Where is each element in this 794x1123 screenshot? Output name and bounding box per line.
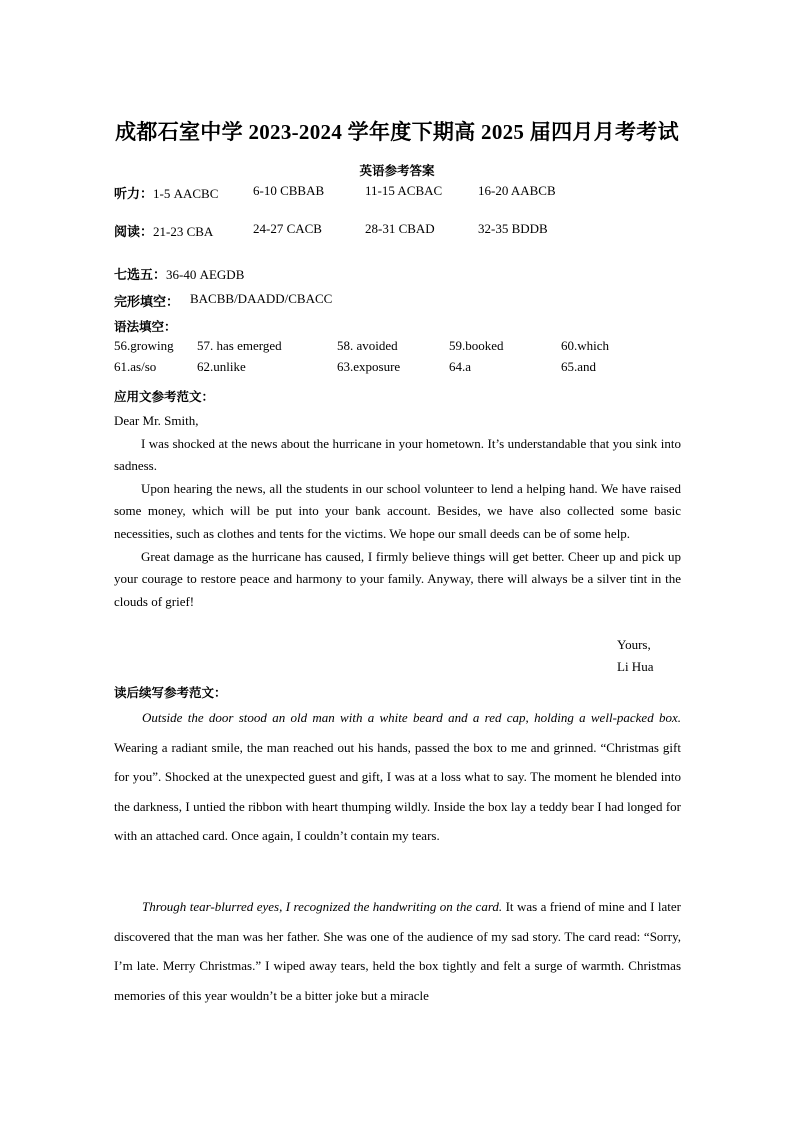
listening-item: 16-20 AABCB xyxy=(478,183,556,198)
letter-paragraph: Great damage as the hurricane has caused, I firmly believe things will get better. Cheer up and pick up your courage to restore peace and harmony to your family. Anyway, there will always be a silver tint in the clouds of grief! xyxy=(114,548,681,609)
reading-item: 28-31 CBAD xyxy=(365,221,435,236)
cloze-label: 完形填空： xyxy=(114,294,180,309)
continuation-text: It was a friend of mine and I later discovered that the man was her father. She was one of the audience of my sad story. The card read: “Sorry, I’m late. Merry Christmas.” I wiped away tears, held the box tightly and felt a surge of warmth. Christmas memories of this year wouldn’t be a bitter joke but a miracle xyxy=(114,899,681,1003)
listening-item: 11-15 ACBAC xyxy=(365,183,443,198)
letter-paragraph: Upon hearing the news, all the students in our school volunteer to lend a helping hand. We have raised some money, which will be put into your bank account. Besides, we have also collected some basic necessities, such as clothes and tents for the victims. We hope our small deeds can be of some help. xyxy=(114,480,681,541)
cloze-answers xyxy=(114,291,333,310)
seven-choose-five-answer: 36-40 AEGDB xyxy=(166,267,245,282)
seven-choose-five xyxy=(114,264,244,283)
grammar-item: 61.as/so xyxy=(114,359,157,374)
practical-writing-letter xyxy=(114,410,681,613)
grammar-item: 65.and xyxy=(561,359,597,374)
grammar-item: 64.a xyxy=(449,359,472,374)
grammar-item: 59.booked xyxy=(449,338,504,353)
continuation-writing-label: 读后续写参考范文： xyxy=(114,686,227,700)
letter-signature: Li Hua xyxy=(617,659,654,674)
letter-paragraph: I was shocked at the news about the hurricane in your hometown. It’s understandable that you sink into sadness. xyxy=(114,435,681,474)
cloze-answer: BACBB/DAADD/CBACC xyxy=(190,291,333,306)
listening-item: 6-10 CBBAB xyxy=(253,183,325,198)
letter-closing: Yours, xyxy=(617,637,651,652)
grammar-item: 57. has emerged xyxy=(197,338,282,353)
listening-label: 听力： xyxy=(114,186,154,201)
practical-writing-label: 应用文参考范文： xyxy=(114,390,215,404)
page-title: 成都石室中学 2023-2024 学年度下期高 2025 届四月月考考试 xyxy=(115,120,679,144)
continuation-paragraph-2 xyxy=(114,892,681,1010)
continuation-text: Wearing a radiant smile, the man reached out his hands, passed the box to me and grinned. “Christmas gift for you”. Shocked at the unexpected guest and gift, I was at a loss what to say. The moment he blended into the darkness, I untied the ribbon with heart thumping wildly. Inside the box lay a teddy bear I had longed for with an attached card. Once again, I couldn’t contain my tears. xyxy=(114,739,681,844)
reading-label: 阅读： xyxy=(114,224,154,239)
grammar-row-2 xyxy=(114,359,597,375)
continuation-lead-sentence: Through tear-blurred eyes, I recognized the handwriting on the card. xyxy=(142,899,503,914)
listening-item: 1-5 AACBC xyxy=(153,186,219,201)
page-subtitle: 英语参考答案 xyxy=(359,164,435,178)
letter-salutation: Dear Mr. Smith, xyxy=(114,413,199,428)
grammar-item: 58. avoided xyxy=(337,338,398,353)
grammar-item: 60.which xyxy=(561,338,610,353)
continuation-lead-sentence: Outside the door stood an old man with a white beard and a red cap, holding a well-packed box. xyxy=(142,710,681,725)
listening-answers xyxy=(114,183,556,202)
grammar-item: 62.unlike xyxy=(197,359,246,374)
grammar-item: 56.growing xyxy=(114,338,174,353)
grammar-item: 63.exposure xyxy=(337,359,401,374)
reading-item: 24-27 CACB xyxy=(253,221,322,236)
seven-choose-five-label: 七选五： xyxy=(114,267,167,282)
reading-item: 21-23 CBA xyxy=(153,224,214,239)
continuation-paragraph-1 xyxy=(114,703,681,851)
grammar-row-1 xyxy=(114,338,610,354)
reading-answers xyxy=(114,221,548,240)
grammar-label: 语法填空： xyxy=(114,320,177,334)
reading-item: 32-35 BDDB xyxy=(478,221,548,236)
